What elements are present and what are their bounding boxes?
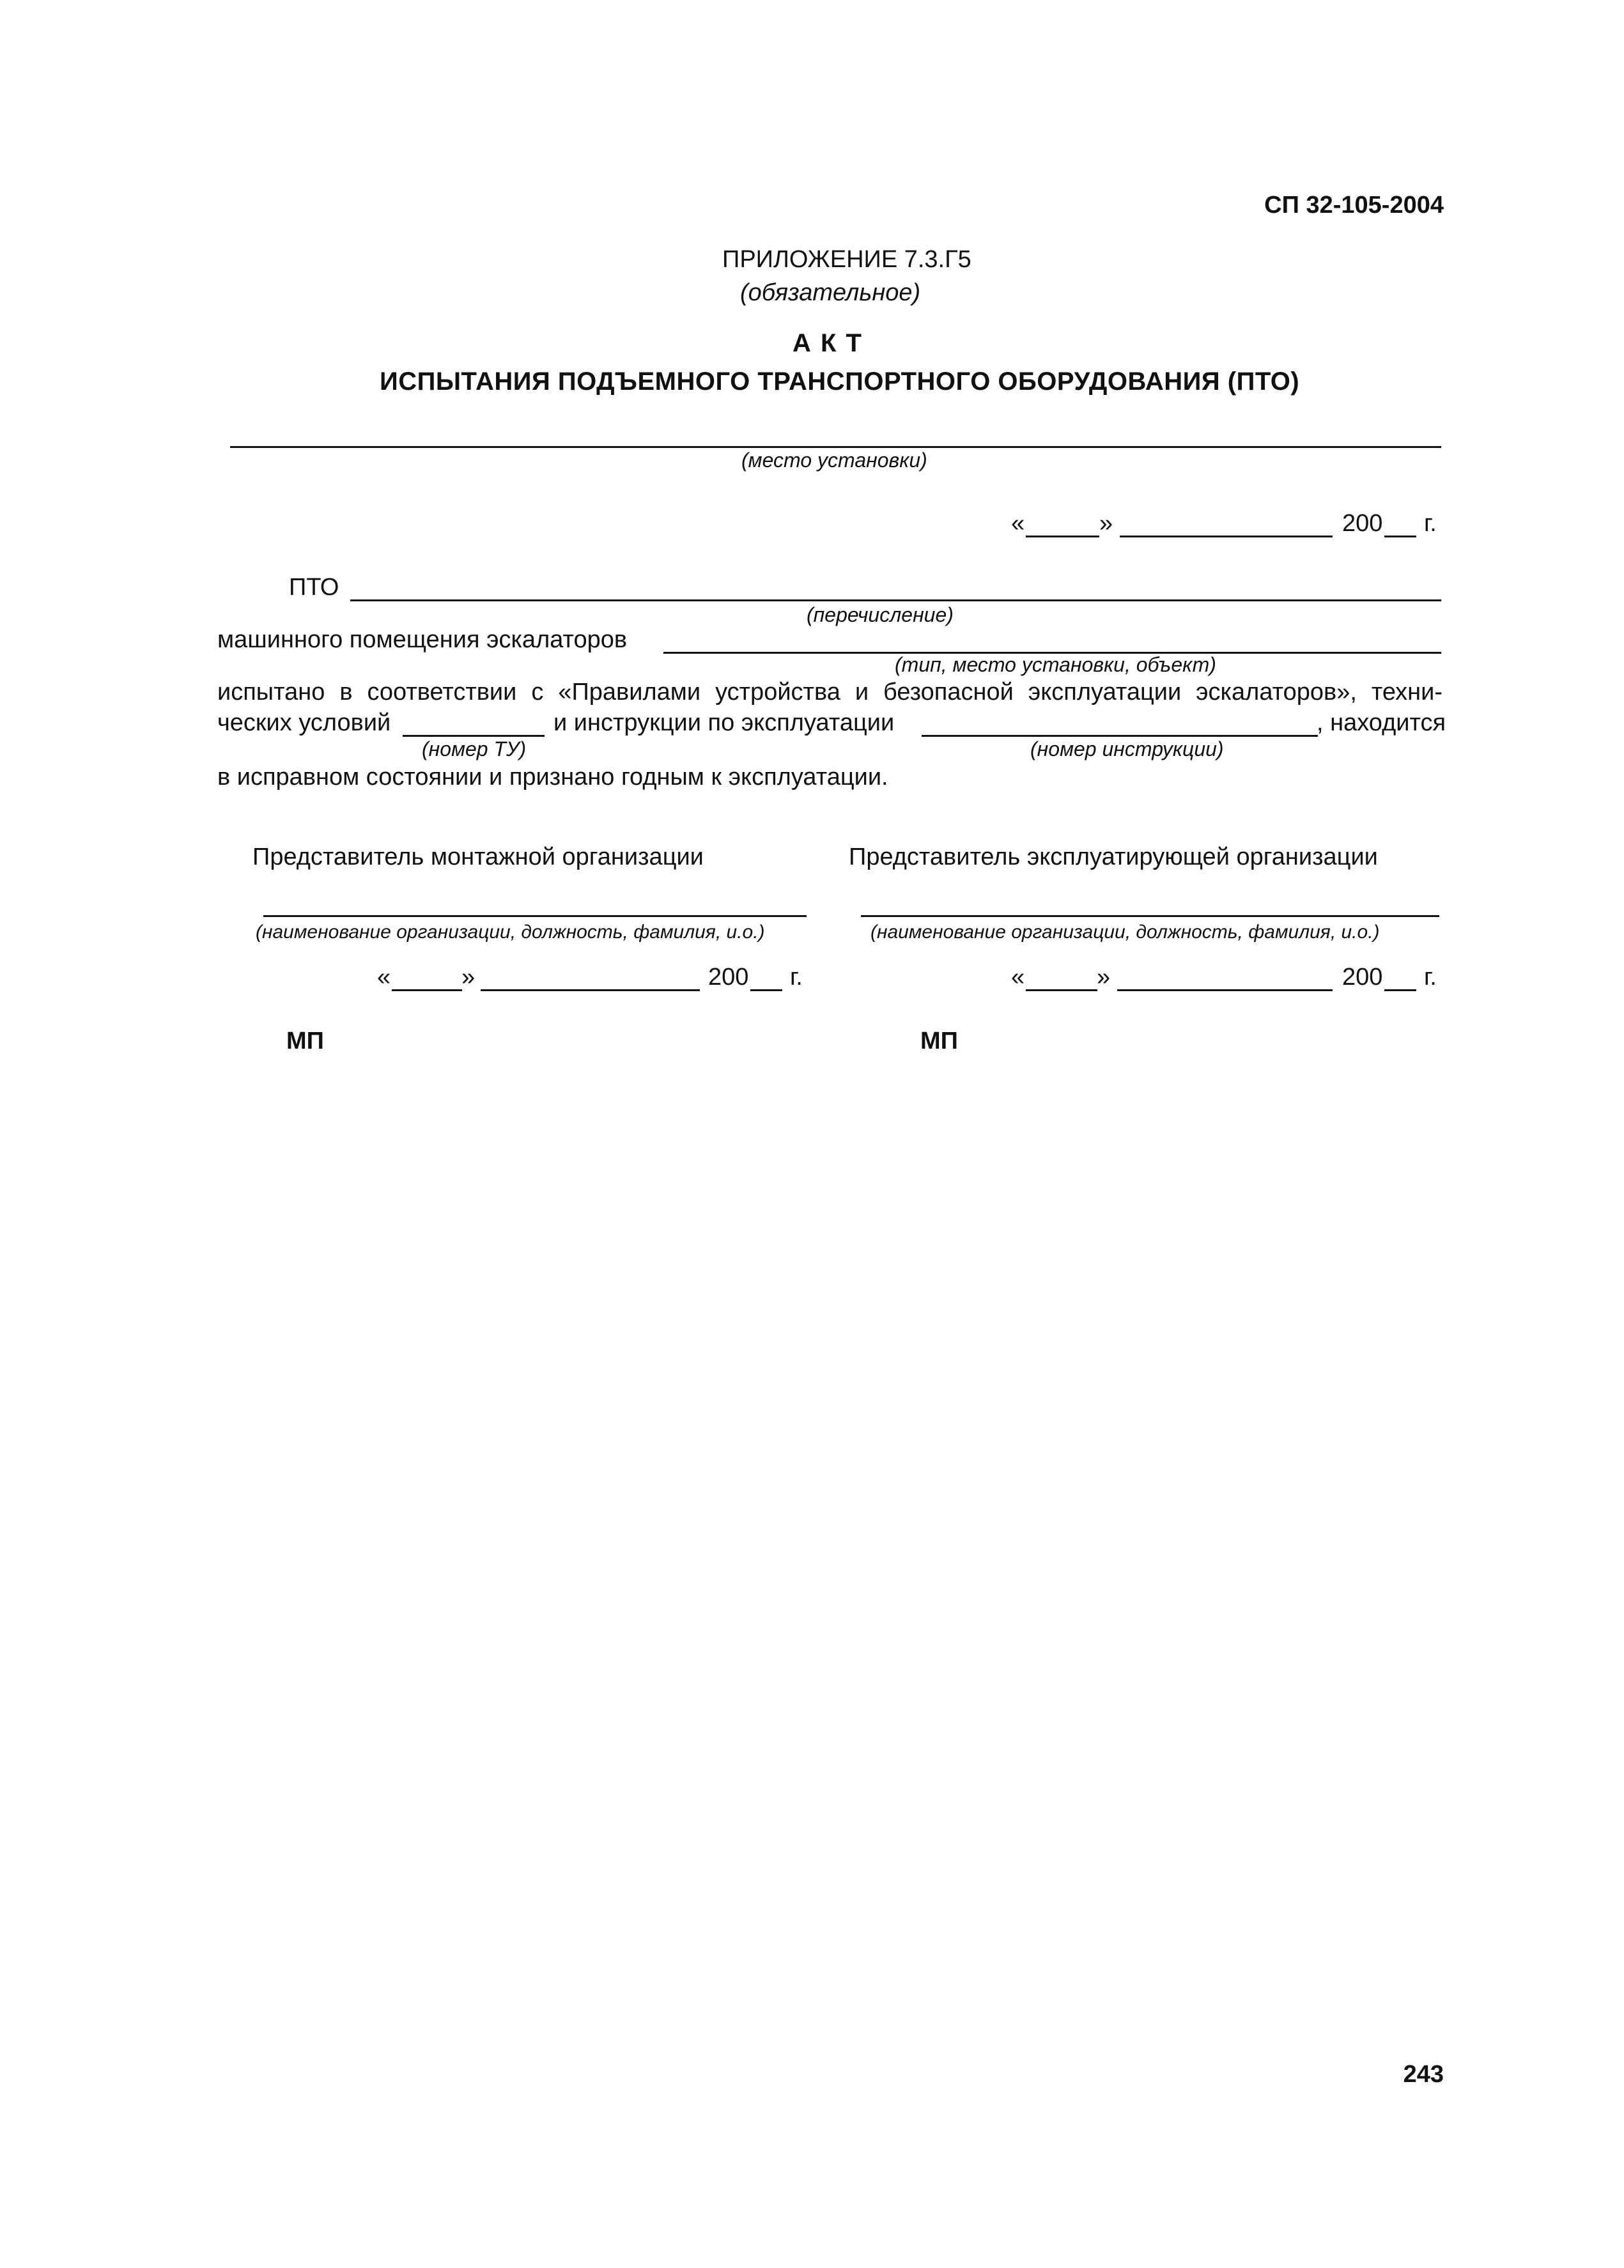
left-date-close-quote: » xyxy=(461,964,476,991)
date-year: 200 xyxy=(1342,510,1383,537)
instruction-line xyxy=(922,735,1318,737)
text-line-3: в исправном состоянии и признано годным к эксплуатации. xyxy=(217,764,888,791)
date-suffix: г. xyxy=(1424,510,1437,537)
page-number: 243 xyxy=(1403,2061,1444,2088)
left-date-month-line xyxy=(481,989,700,991)
date-year-line xyxy=(1384,536,1416,537)
appendix-label: ПРИЛОЖЕНИЕ 7.3.Г5 xyxy=(722,246,971,273)
date-month-line xyxy=(1120,536,1333,537)
act-title: ИСПЫТАНИЯ ПОДЪЕМНОГО ТРАНСПОРТНОГО ОБОРУДОВАНИЯ (ПТО) xyxy=(380,367,1300,396)
left-date-suffix: г. xyxy=(790,964,803,991)
listing-caption: (перечисление) xyxy=(807,603,954,626)
date-open-quote: « xyxy=(1011,510,1025,537)
date-close-quote: » xyxy=(1099,510,1113,537)
text-line-1: испытано в соответствии с «Правилами устройства и безопасной эксплуатации эскалаторов», техни- xyxy=(217,679,1442,706)
place-line xyxy=(230,446,1441,448)
mandatory-label: (обязательное) xyxy=(740,279,921,306)
right-date-suffix: г. xyxy=(1424,964,1437,991)
left-date-day-line xyxy=(392,989,462,991)
right-signature-caption: (наименование организации, должность, фамилия, и.о.) xyxy=(870,922,1380,943)
date-day-line xyxy=(1026,536,1099,537)
pto-label: ПТО xyxy=(289,574,339,601)
right-signature-line xyxy=(861,915,1439,917)
right-date-close-quote: » xyxy=(1097,964,1111,991)
machine-room-label: машинного помещения эскалаторов xyxy=(217,626,628,653)
right-date-open-quote: « xyxy=(1011,964,1025,991)
instruction-caption: (номер инструкции) xyxy=(1030,737,1224,760)
right-date-year: 200 xyxy=(1342,964,1383,991)
left-signer-title: Представитель монтажной организации xyxy=(252,844,704,870)
left-signature-caption: (наименование организации, должность, фамилия, и.о.) xyxy=(256,922,765,943)
pto-line xyxy=(350,599,1441,601)
text-line-2a: ческих условий xyxy=(217,709,391,736)
right-date-year-line xyxy=(1384,989,1416,991)
text-line-2b: и инструкции по эксплуатации xyxy=(553,709,895,736)
place-caption: (место установки) xyxy=(741,449,927,472)
right-signer-title: Представитель эксплуатирующей организации xyxy=(849,844,1378,870)
standard-code: СП 32-105-2004 xyxy=(1264,192,1444,219)
right-stamp-label: МП xyxy=(920,1028,958,1054)
tu-caption: (номер ТУ) xyxy=(422,737,527,760)
right-date-day-line xyxy=(1026,989,1097,991)
left-date-open-quote: « xyxy=(377,964,391,991)
type-caption: (тип, место установки, объект) xyxy=(895,653,1216,676)
left-signature-line xyxy=(263,915,807,917)
right-date-month-line xyxy=(1117,989,1333,991)
left-date-year-line xyxy=(750,989,782,991)
act-label: А К Т xyxy=(793,329,863,357)
text-line-2c: , находится xyxy=(1317,709,1446,736)
tu-line xyxy=(403,735,545,737)
left-stamp-label: МП xyxy=(286,1028,324,1054)
left-date-year: 200 xyxy=(708,964,749,991)
